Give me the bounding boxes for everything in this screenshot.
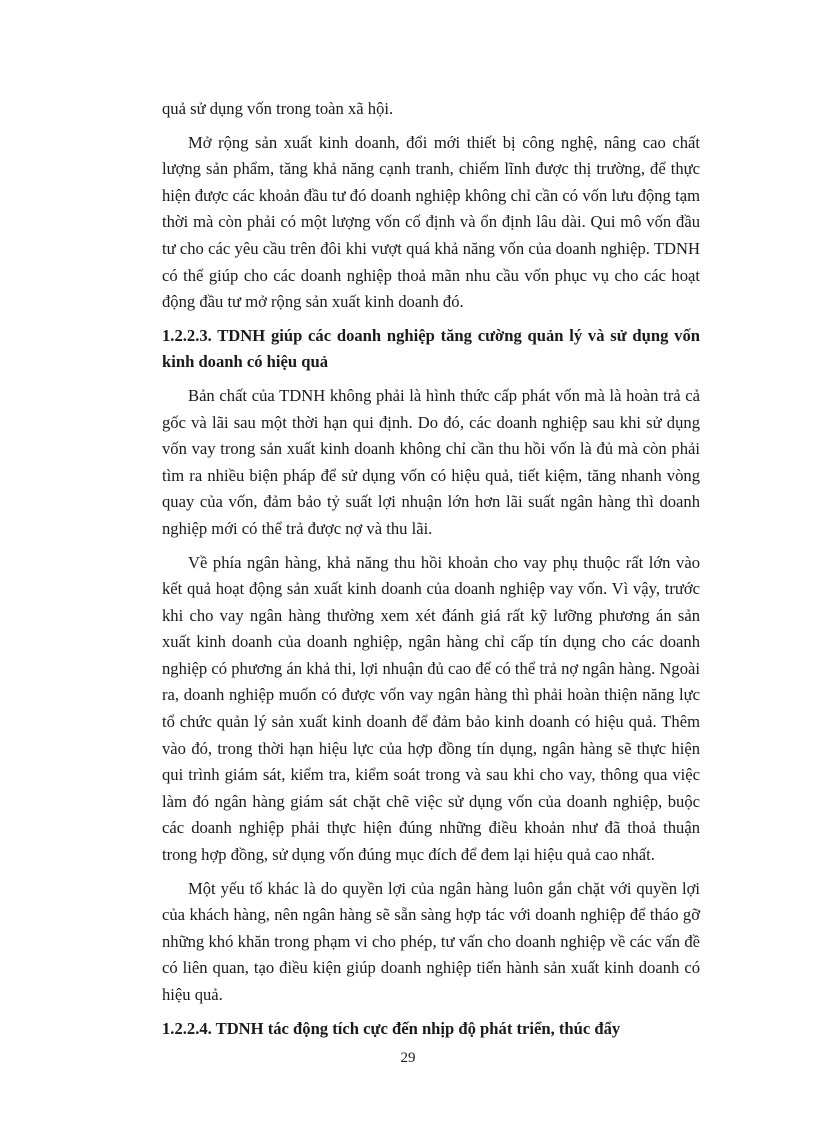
document-page: [162, 96, 700, 1049]
page-number: 29: [400, 1050, 416, 1066]
paragraph: Một yếu tố khác là do quyền lợi của ngân hàng luôn gắn chặt với quyền lợi của khách hàng, nên ngân hàng sẽ sẵn sàng hợp tác với doanh nghiệp để tháo gỡ những khó khăn trong phạm vi cho phép, tư vấn cho doanh nghiệp về các vấn đề có liên quan, tạo điều kiện giúp doanh nghiệp tiến hành sản xuất kinh doanh có hiệu quả.: [162, 878, 700, 1004]
paragraph-continuation: quả sử dụng vốn trong toàn xã hội.: [162, 99, 394, 118]
paragraph: Về phía ngân hàng, khả năng thu hồi khoản cho vay phụ thuộc rất lớn vào kết quả hoạt động sản xuất kinh doanh của doanh nghiệp vay vốn. Vì vậy, trước khi cho vay ngân hàng thường xem xét đánh giá rất kỹ lưỡng phương án sản xuất kinh doanh của doanh nghiệp, ngân hàng chỉ cấp tín dụng cho các doanh nghiệp có phương án khả thi, lợi nhuận đủ cao để có thể trả nợ ngân hàng. Ngoài ra, doanh nghiệp muốn có được vốn vay ngân hàng thì phải hoàn thiện năng lực tổ chức quản lý sản xuất kinh doanh để đảm bảo kinh doanh có hiệu quả. Thêm vào đó, trong thời hạn hiệu lực của hợp đồng tín dụng, ngân hàng sẽ thực hiện qui trình giám sát, kiểm tra, kiểm soát trong và sau khi cho vay, thông qua việc làm đó ngân hàng giám sát chặt chẽ việc sử dụng vốn của doanh nghiệp, buộc các doanh nghiệp phải thực hiện đúng những điều khoản như đã thoả thuận trong hợp đồng, sử dụng vốn đúng mục đích để đem lại hiệu quả cao nhất.: [162, 552, 700, 865]
paragraph: Mở rộng sản xuất kinh doanh, đổi mới thiết bị công nghệ, nâng cao chất lượng sản phẩm, tăng khả năng cạnh tranh, chiếm lĩnh được thị trường, để thực hiện được các khoản đầu tư đó doanh nghiệp không chỉ cần có vốn lưu động tạm thời mà còn phải có một lượng vốn cố định và ổn định lâu dài. Qui mô vốn đầu tư cho các yêu cầu trên đôi khi vượt quá khả năng vốn của doanh nghiệp. TDNH có thể giúp cho các doanh nghiệp thoả mãn nhu cầu vốn phục vụ cho các hoạt động đầu tư mở rộng sản xuất kinh doanh đó.: [162, 132, 700, 312]
paragraph: Bản chất của TDNH không phải là hình thức cấp phát vốn mà là hoàn trả cả gốc và lãi sau một thời hạn qui định. Do đó, các doanh nghiệp sau khi sử dụng vốn vay trong sản xuất kinh doanh không chỉ cần thu hồi vốn là đủ mà còn phải tìm ra nhiều biện pháp để sử dụng vốn có hiệu quả, tiết kiệm, tăng nhanh vòng quay của vốn, đảm bảo tỷ suất lợi nhuận lớn hơn lãi suất ngân hàng thì doanh nghiệp mới có thể trả được nợ và thu lãi.: [162, 385, 700, 538]
section-heading: 1.2.2.3. TDNH giúp các doanh nghiệp tăng cường quản lý và sử dụng vốn kinh doanh có hiệu quả: [162, 325, 700, 372]
section-heading: 1.2.2.4. TDNH tác động tích cực đến nhịp độ phát triển, thúc đẩy: [162, 1018, 621, 1038]
